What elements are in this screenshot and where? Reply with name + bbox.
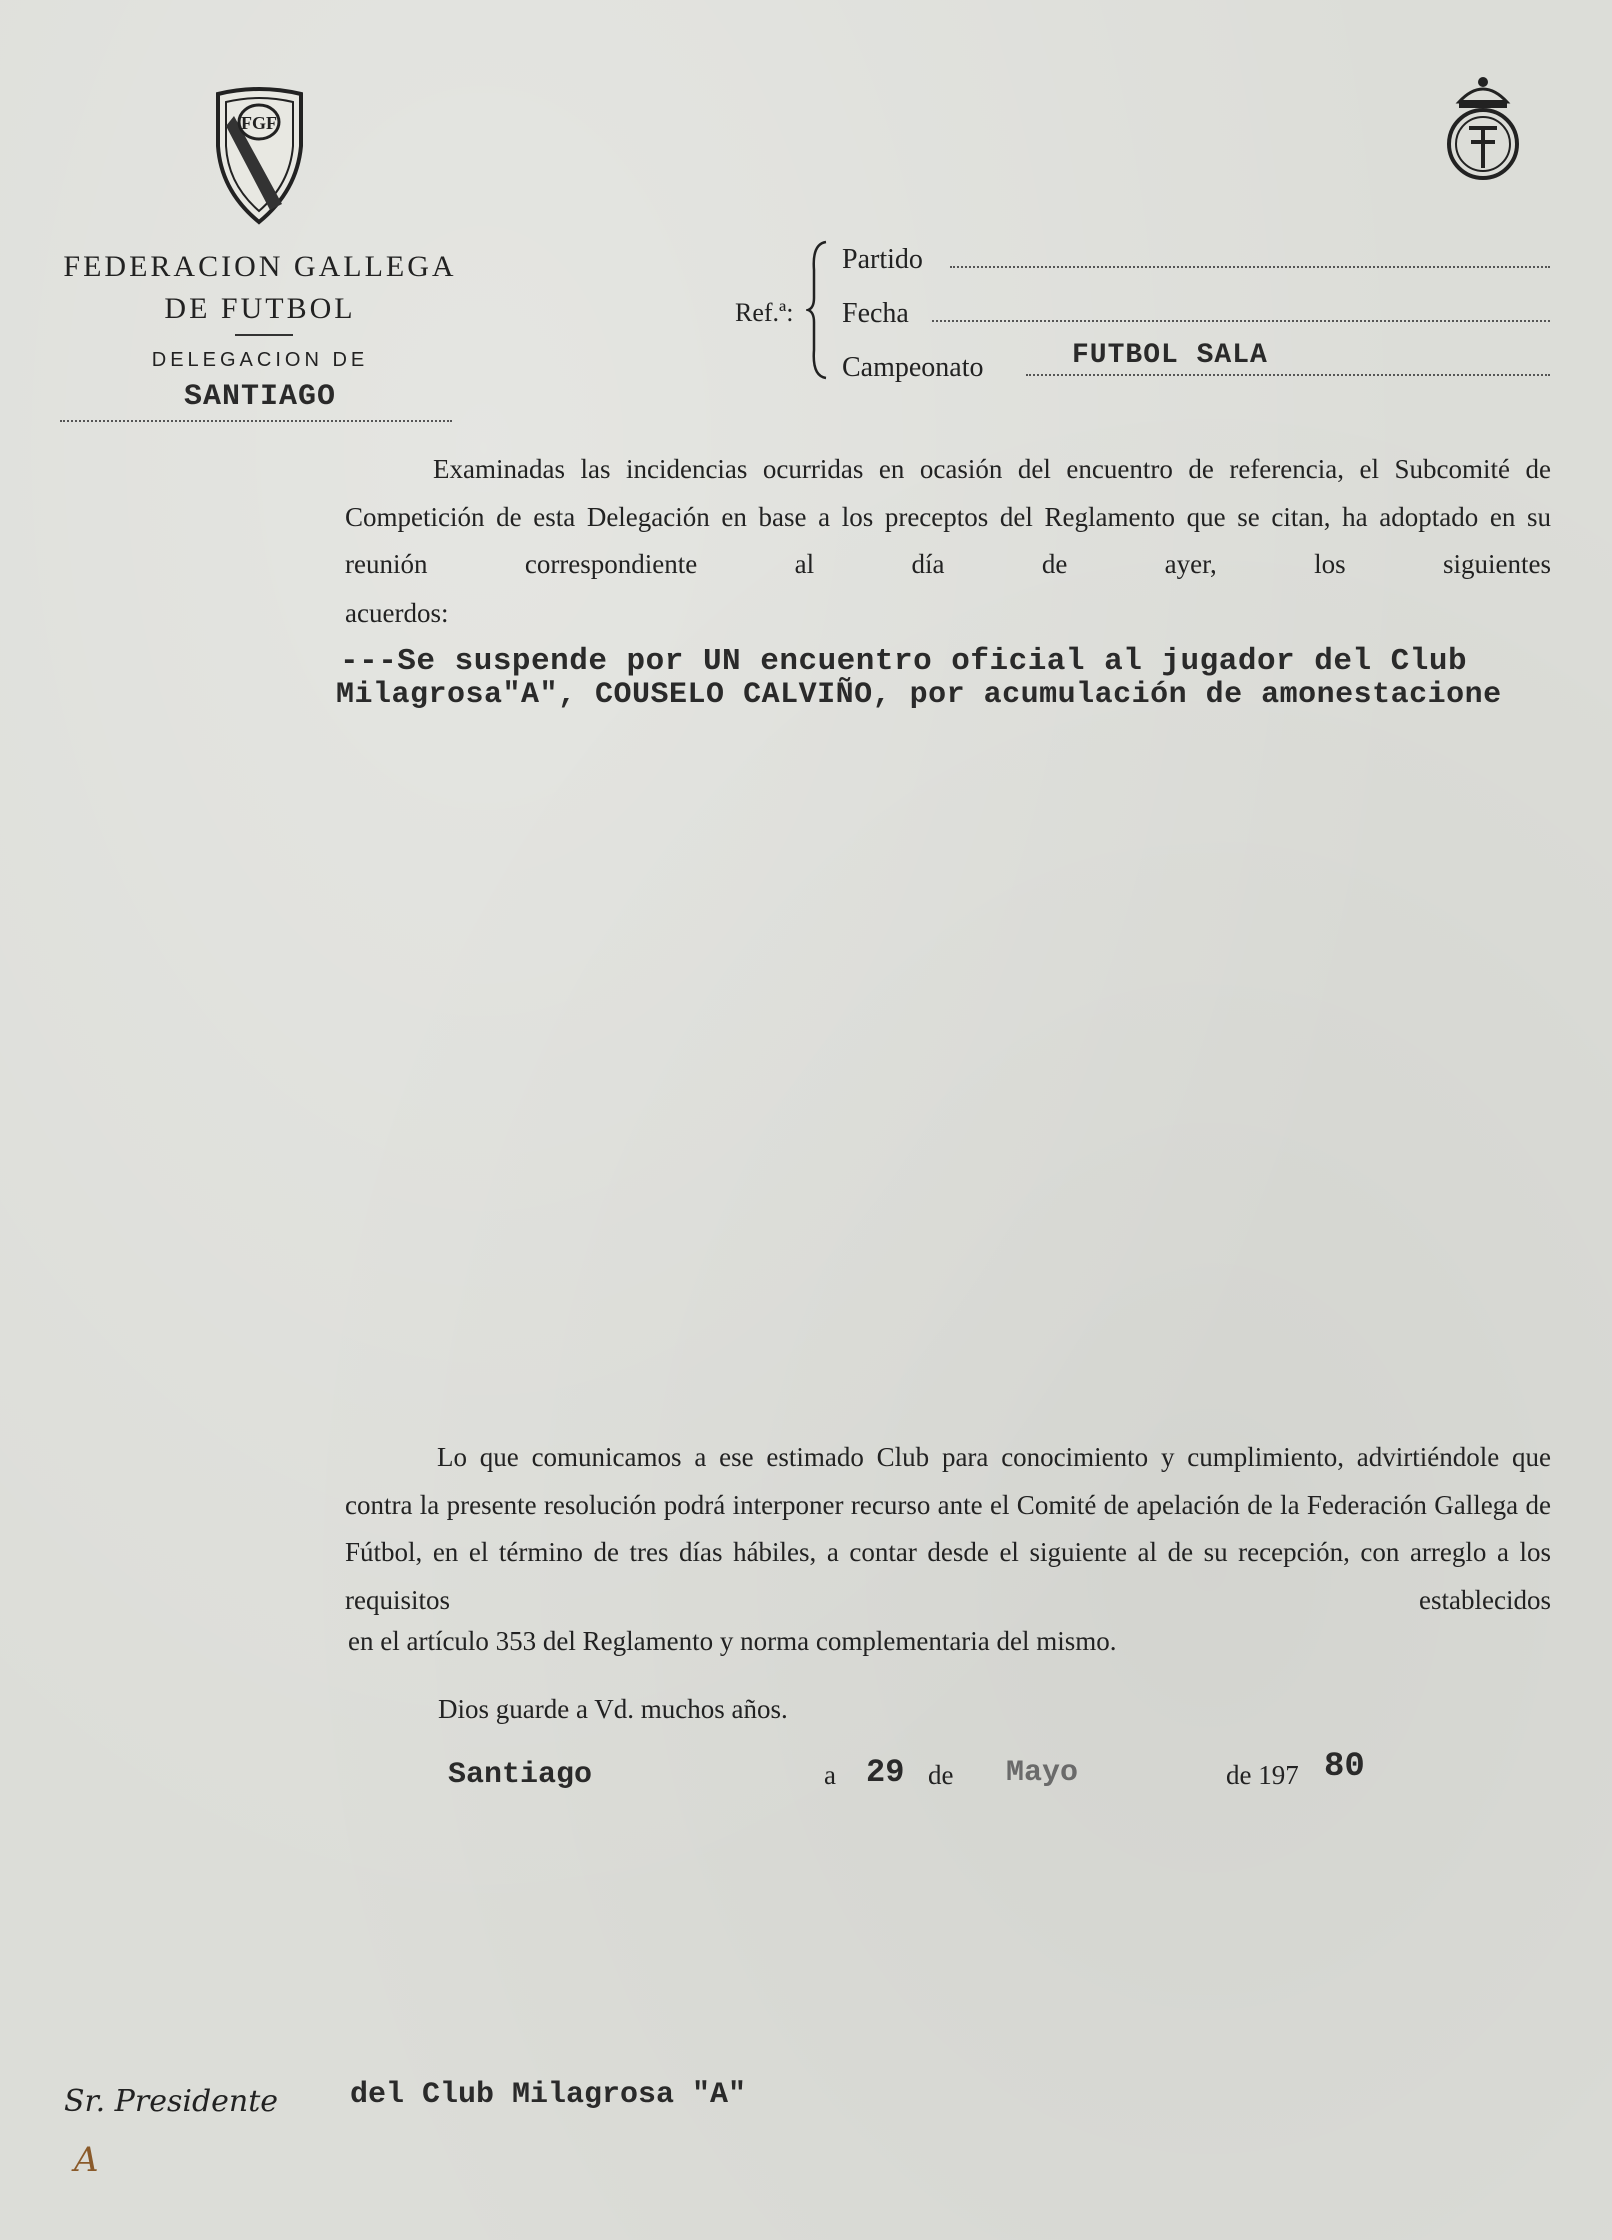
date-day: 29: [866, 1754, 905, 1791]
letterhead-dotted-rule: [60, 420, 452, 422]
handwritten-initial: A: [74, 2140, 99, 2180]
agreement-line-1: ---Se suspende por UN encuentro oficial al jugador del Club: [340, 644, 1468, 679]
delegation-label: DELEGACION DE: [151, 349, 369, 371]
reference-brace: [806, 240, 830, 380]
date-month: Mayo: [1006, 1756, 1079, 1790]
date-place: Santiago: [448, 1758, 593, 1792]
svg-text:FGF: FGF: [241, 113, 277, 133]
closing-text: Lo que comunicamos a ese estimado Club para conocimiento y cumplimiento, advirtiéndole que contra la presente resolución podrá interponer recurso ante el Comité de apelación de la Federación Gallega de Fútbol, en el término de tres días hábiles, a contar desde el siguiente al de su recepción, con arreglo a los requisitos establecidos: [345, 1442, 1551, 1615]
field-fecha-label: Fecha: [842, 298, 909, 329]
date-de-1: de: [928, 1760, 954, 1790]
closing-last-line: en el artículo 353 del Reglamento y norma complementaria del mismo.: [348, 1626, 1117, 1656]
field-partido-label: Partido: [842, 244, 923, 275]
intro-last-line: acuerdos:: [345, 598, 449, 628]
reference-label: Ref.ª:: [735, 298, 794, 327]
agreement-line-2: Milagrosa"A", COUSELO CALVIÑO, por acumulación de amonestacione: [336, 678, 1502, 712]
field-partido-line: [950, 266, 1550, 268]
federation-name-line1: FEDERACION GALLEGA: [63, 250, 457, 283]
intro-paragraph: [345, 446, 1551, 589]
date-year-suffix: 80: [1324, 1748, 1365, 1786]
federation-name-line2: DE FUTBOL: [164, 292, 356, 325]
letterhead-divider: [235, 334, 293, 336]
field-fecha-line: [932, 320, 1550, 322]
recipient: del Club Milagrosa "A": [350, 2078, 747, 2112]
delegation-city: SANTIAGO: [183, 380, 337, 414]
field-campeonato-value: FUTBOL SALA: [1072, 340, 1268, 371]
intro-text: Examinadas las incidencias ocurridas en ocasión del encuentro de referencia, el Subcomité de Competición de esta Delegación en base a los preceptos del Reglamento que se citan, ha adoptado en su reunión correspondiente al día de ayer, los siguientes: [345, 454, 1551, 579]
royal-federation-crest-icon: [1443, 72, 1523, 184]
field-campeonato-line: [1026, 374, 1550, 376]
galician-football-shield-icon: [212, 86, 307, 226]
farewell: Dios guarde a Vd. muchos años.: [438, 1694, 788, 1724]
date-de-2: de 197: [1226, 1760, 1299, 1790]
date-a: a: [824, 1760, 836, 1790]
salutation: Sr. Presidente: [64, 2084, 279, 2119]
federation-name: [60, 246, 460, 330]
closing-paragraph: [345, 1434, 1551, 1624]
field-campeonato-label: Campeonato: [842, 352, 984, 383]
